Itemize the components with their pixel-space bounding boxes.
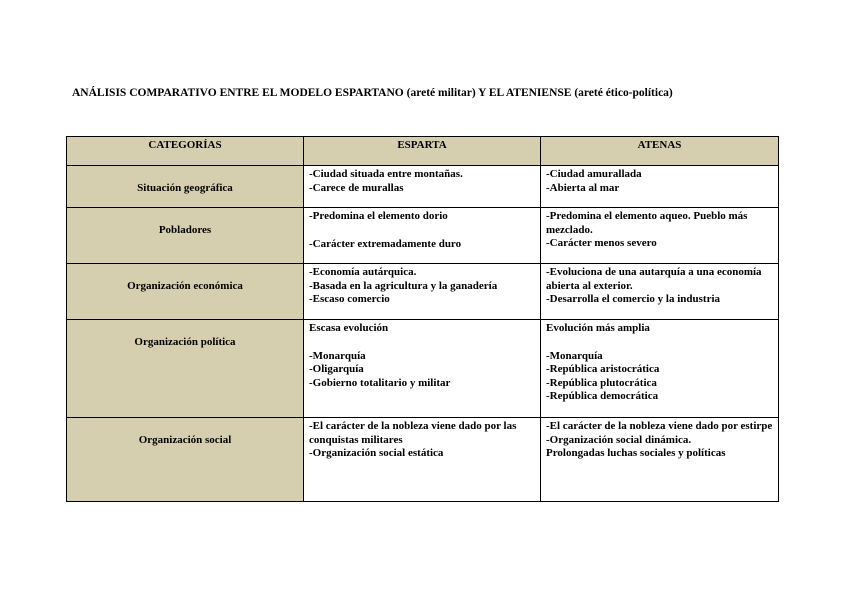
category-cell: Organización social	[67, 418, 304, 502]
esparta-cell	[304, 208, 541, 264]
atenas-line: -Carácter menos severo	[546, 237, 657, 249]
esparta-line: Escasa evolución	[309, 322, 389, 334]
esparta-line: -Basada en la agricultura y la ganadería	[309, 279, 498, 292]
esparta-line: -Monarquía	[309, 349, 366, 362]
atenas-line: Prolongadas luchas sociales y políticas	[546, 447, 726, 459]
header-categorias: CATEGORÍAS	[67, 137, 304, 166]
table-row	[67, 166, 779, 208]
atenas-line: -Monarquía	[546, 349, 603, 362]
esparta-line: -Economía autárquica.	[309, 266, 417, 278]
atenas-line: -Abierta al mar	[546, 181, 620, 194]
atenas-line: -El carácter de la nobleza viene dado por estirpe	[546, 420, 773, 432]
atenas-line	[546, 336, 773, 350]
atenas-cell	[541, 208, 779, 264]
document-title: ANÁLISIS COMPARATIVO ENTRE EL MODELO ESPARTANO (areté militar) Y EL ATENIENSE (areté ético-política)	[72, 87, 673, 99]
header-atenas: ATENAS	[541, 137, 779, 166]
category-cell: Organización económica	[67, 264, 304, 320]
esparta-line: -Ciudad situada entre montañas.	[309, 168, 463, 180]
esparta-cell	[304, 418, 541, 502]
atenas-line: -República democrática	[546, 390, 659, 402]
atenas-cell	[541, 320, 779, 418]
atenas-line: -República aristocrática	[546, 363, 660, 375]
table-row	[67, 264, 779, 320]
category-cell: Pobladores	[67, 208, 304, 264]
esparta-line: -Gobierno totalitario y militar	[309, 376, 451, 389]
atenas-cell	[541, 418, 779, 502]
comparison-table	[66, 136, 779, 502]
esparta-line: -Predomina el elemento dorio	[309, 210, 448, 222]
table-row	[67, 320, 779, 418]
atenas-line: -República plutocrática	[546, 376, 657, 389]
atenas-line: -Organización social dinámica.	[546, 433, 692, 446]
header-esparta: ESPARTA	[304, 137, 541, 166]
atenas-line: Evolución más amplia	[546, 322, 650, 334]
esparta-line	[309, 336, 535, 350]
table-row	[67, 418, 779, 502]
atenas-cell	[541, 166, 779, 208]
table-header-row	[67, 137, 779, 166]
atenas-line: -Evoluciona de una autarquía a una economía abierta al exterior.	[546, 266, 765, 292]
esparta-cell	[304, 166, 541, 208]
esparta-line: -Organización social estática	[309, 447, 444, 459]
esparta-cell	[304, 264, 541, 320]
esparta-cell	[304, 320, 541, 418]
table-row	[67, 208, 779, 264]
esparta-line: -El carácter de la nobleza viene dado por las conquistas militares	[309, 420, 520, 446]
atenas-line: -Desarrolla el comercio y la industria	[546, 293, 721, 305]
esparta-line: -Carece de murallas	[309, 181, 404, 194]
esparta-line: -Oligarquía	[309, 363, 364, 375]
category-cell: Organización política	[67, 320, 304, 418]
esparta-line: -Escaso comercio	[309, 293, 390, 305]
atenas-cell	[541, 264, 779, 320]
esparta-line	[309, 224, 535, 238]
esparta-line: -Carácter extremadamente duro	[309, 237, 462, 250]
atenas-line: -Predomina el elemento aqueo. Pueblo más mezclado.	[546, 210, 751, 236]
atenas-line: -Ciudad amurallada	[546, 168, 642, 180]
category-cell: Situación geográfica	[67, 166, 304, 208]
table-body	[67, 166, 779, 502]
